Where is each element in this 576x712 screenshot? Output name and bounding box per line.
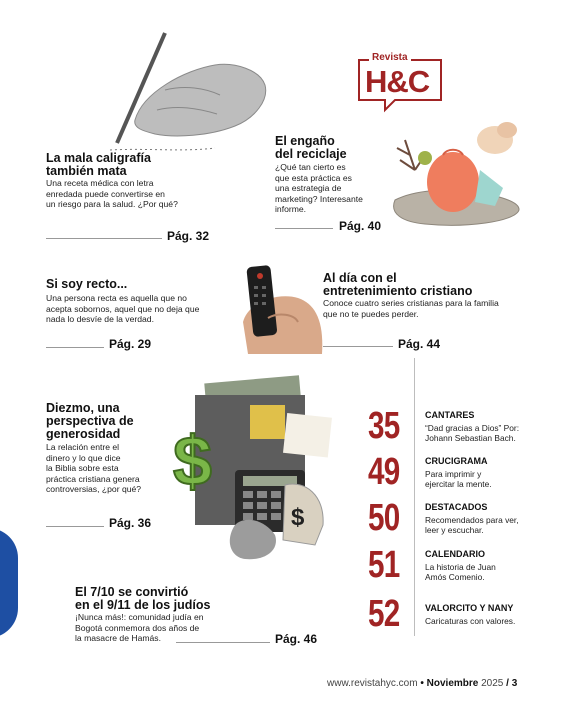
sticky-note-icon <box>250 405 285 439</box>
page-rule <box>46 526 104 527</box>
orange-bag-icon <box>427 152 479 212</box>
article-recto-desc <box>46 293 199 325</box>
title-line: generosidad <box>46 427 121 441</box>
desc-line: que esta práctica es <box>275 172 352 183</box>
desc-line: enredada puede convertirse en <box>46 188 165 199</box>
article-judios-title <box>75 586 210 612</box>
desc-line: acepta sobornos, aquel que no deja que <box>46 303 200 314</box>
title-line: Diezmo, una <box>46 401 120 415</box>
title-line: La mala caligrafía <box>46 151 151 165</box>
article-caligrafia-title <box>46 152 151 178</box>
desc-line: Bogotá conmemora dos años de <box>75 622 200 633</box>
title-line: Al día con el <box>323 271 397 285</box>
desc-line: nada lo desvíe de la verdad. <box>46 314 154 325</box>
desc-line: leer y escuchar. <box>425 525 484 536</box>
article-judios-page[interactable]: Pág. 46 <box>275 632 318 646</box>
desc-line: La relación entre el <box>46 442 120 452</box>
desc-line: la masacre de Hamás. <box>75 633 161 644</box>
contents-title[interactable]: VALORCITO Y NANY <box>425 603 514 613</box>
desc-line: un riesgo para la salud. ¿Por qué? <box>46 199 178 210</box>
page-rule <box>323 346 393 347</box>
contents-desc <box>425 469 492 490</box>
contents-number: 52 <box>368 593 400 635</box>
blue-edge-decoration <box>0 528 18 638</box>
contents-number: 50 <box>368 497 400 539</box>
desc-line: Amós Comenio. <box>425 572 485 583</box>
desc-line: Conoce cuatro series cristianas para la familia <box>323 298 499 308</box>
desc-line: “Dad gracias a Dios” Por: <box>425 423 520 433</box>
desc-line: controversias, ¿por qué? <box>46 484 142 495</box>
recycling-collage-illustration <box>385 110 525 235</box>
money-collage-illustration <box>165 375 350 565</box>
footer-month: Noviembre <box>426 678 479 689</box>
title-line: también mata <box>46 164 127 178</box>
contents-desc <box>425 423 519 444</box>
article-diezmo-desc <box>46 442 141 495</box>
contents-number: 51 <box>368 544 400 586</box>
desc-line: la Biblia sobre esta <box>46 463 119 474</box>
article-reciclaje-desc <box>275 162 363 215</box>
desc-line: Para imprimir y <box>425 469 482 479</box>
title-line: entretenimiento cristiano <box>323 284 473 298</box>
page-rule <box>46 238 162 239</box>
contents-number: 35 <box>368 405 400 447</box>
remote-control-illustration <box>238 262 326 354</box>
page-rule <box>46 347 104 348</box>
page-rule <box>275 228 333 229</box>
logo-hc: H&C <box>365 64 430 99</box>
title-line: El 7/10 se convirtió <box>75 585 189 599</box>
article-diezmo-title <box>46 402 134 441</box>
desc-line: Recomendados para ver, <box>425 515 519 525</box>
footer-year: 2025 <box>481 678 504 689</box>
article-entretenimiento-title <box>323 272 472 298</box>
footer-page-number: / 3 <box>506 678 518 689</box>
contents-desc <box>425 515 519 536</box>
contents-desc <box>425 562 496 583</box>
article-diezmo-page[interactable]: Pág. 36 <box>109 516 152 530</box>
article-recto-page[interactable]: Pág. 29 <box>109 337 152 351</box>
contents-number: 49 <box>368 451 400 493</box>
desc-line: Johann Sebastian Bach. <box>425 433 516 444</box>
title-line: del reciclaje <box>275 147 347 161</box>
magazine-logo <box>355 52 445 116</box>
article-reciclaje-title <box>275 135 347 161</box>
article-entretenimiento-page[interactable]: Pág. 44 <box>398 337 441 351</box>
article-judios-desc <box>75 612 204 644</box>
page-footer <box>327 678 517 689</box>
dollar-sign-icon: $ <box>173 422 212 500</box>
desc-line: práctica cristiana genera <box>46 473 140 484</box>
desc-line: que no te puedes perder. <box>323 308 419 319</box>
logo-revista: Revista <box>369 52 411 63</box>
contents-desc <box>425 616 515 626</box>
desc-line: ejercitar la mente. <box>425 479 492 490</box>
title-line: Si soy recto... <box>46 277 128 291</box>
desc-line: informe. <box>275 204 307 215</box>
desc-line: La historia de Juan <box>425 562 496 572</box>
desc-line: marketing? Interesante <box>275 193 363 204</box>
desc-line: Una persona recta es aquella que no <box>46 293 187 303</box>
article-recto-title <box>46 278 127 291</box>
article-caligrafia-desc <box>46 178 178 210</box>
contents-divider <box>414 358 415 636</box>
contents-title[interactable]: DESTACADOS <box>425 502 488 512</box>
desc-line: una estrategia de <box>275 183 342 194</box>
contents-title[interactable]: CANTARES <box>425 410 475 420</box>
article-entretenimiento-desc <box>323 298 499 319</box>
desc-line: Caricaturas con valores. <box>425 616 516 626</box>
contents-title[interactable]: CALENDARIO <box>425 549 485 559</box>
desc-line: Una receta médica con letra <box>46 178 154 188</box>
page-rule <box>176 642 270 643</box>
title-line: El engaño <box>275 134 335 148</box>
hand-writing-illustration <box>95 30 275 160</box>
contents-title[interactable]: CRUCIGRAMA <box>425 456 488 466</box>
desc-line: ¿Qué tan cierto es <box>275 162 346 172</box>
title-line: perspectiva de <box>46 414 134 428</box>
article-caligrafia-page[interactable]: Pág. 32 <box>167 229 210 243</box>
footer-site[interactable]: www.revistahyc.com <box>327 678 418 689</box>
desc-line: ¡Nunca más!: comunidad judía en <box>75 612 204 622</box>
footer-bullet: • <box>420 678 424 689</box>
title-line: en el 9/11 de los judíos <box>75 598 211 612</box>
desc-line: dinero y lo que dice <box>46 452 121 463</box>
article-reciclaje-page[interactable]: Pág. 40 <box>339 219 382 233</box>
svg-text:$: $ <box>291 504 305 531</box>
